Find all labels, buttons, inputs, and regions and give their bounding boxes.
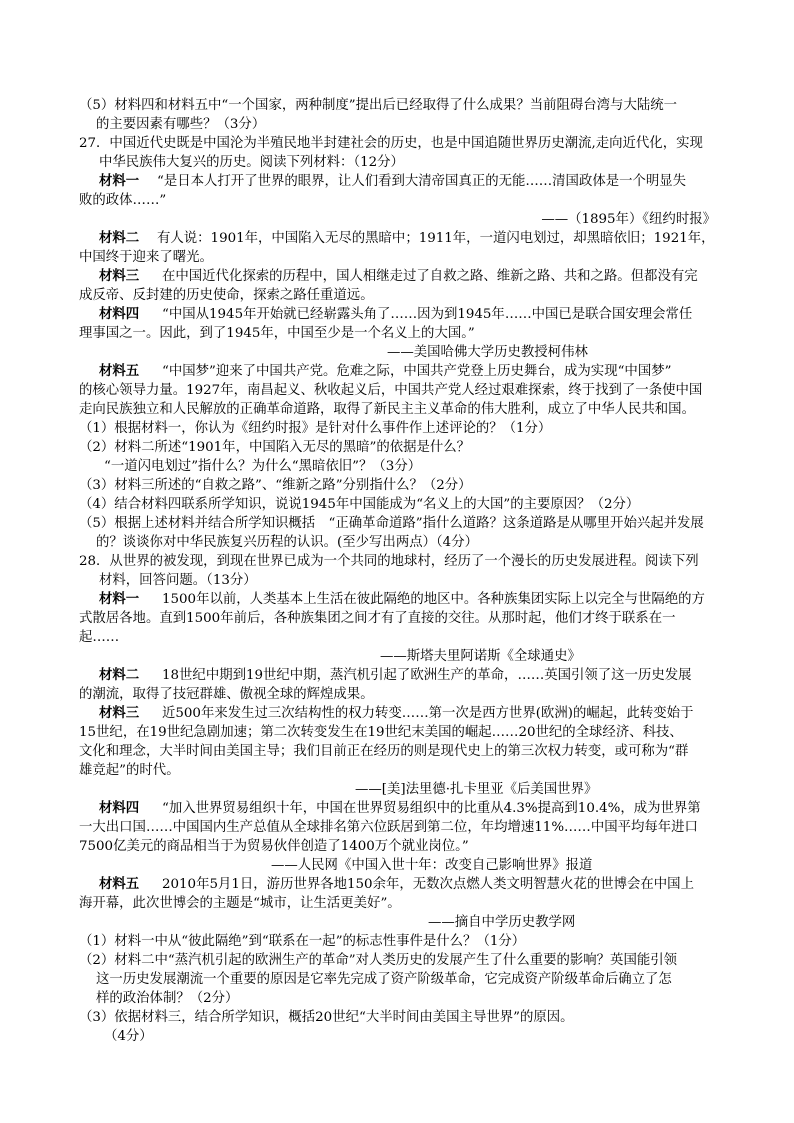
q28-material4-source: ——人民网《中国入世十年：改变自己影响世界》报道: [271, 858, 593, 873]
q27-question2-line1: （2）材料二所述“1901年，中国陷入无尽的黑暗”的依据是什么？: [79, 440, 471, 455]
q27-material1-label: 材料一: [99, 173, 140, 189]
q28-intro-line1: 28．从世界的被发现，到现在世界已成为一个共同的地球村，经历了一个漫长的历史发展进程。阅读下列: [79, 554, 699, 569]
q27-material1-line2: 败的政体……”: [79, 193, 167, 208]
q28-material3-line4: 雄竞起”的时代。: [79, 763, 180, 778]
q27-material3-line1: 在中国近代化探索的历程中，国人相继走过了自救之路、维新之路、共和之路。但都没有完: [162, 269, 698, 284]
q28-material1-source: ——斯塔夫里阿诺斯《全球通史》: [380, 649, 581, 664]
q27-intro-line1: 27．中国近代史既是中国沦为半殖民地半封建社会的历史，也是中国追随世界历史潮流,走向近代化，实现: [79, 136, 703, 151]
q27-question4: （4）结合材料四联系所学知识，说说1945年中国能成为“名义上的大国”的主要原因？（2分）: [79, 497, 640, 512]
q28-question2-line1: （2）材料二中“蒸汽机引起的欧洲生产的革命”对人类历史的发展产生了什么重要的影响？英国能引领: [79, 953, 678, 968]
q27-question3: （3）材料三所述的“自救之路”、“维新之路”分别指什么？（2分）: [79, 478, 472, 493]
q28-question3-line2: （4分）: [104, 1029, 153, 1044]
q28-material2-label: 材料二: [99, 667, 140, 683]
q28-material3-label: 材料三: [99, 705, 140, 721]
q28-material1-line2: 式散居各地。直到1500年前后，各种族集团之间才有了直接的交往。从那时起，他们才终于联系在一: [79, 611, 676, 626]
q27-material3-label: 材料三: [99, 268, 140, 284]
q27-material4-line2: 理事国之一。因此，到了1945年，中国至少是一个名义上的大国。”: [79, 326, 475, 341]
q27-material2-line2: 中国终于迎来了曙光。: [79, 250, 213, 265]
q27-material4-line1: “中国从1945年开始就已经崭露头角了……因为到1945年……中国已是联合国安理会常任: [162, 307, 693, 322]
q28-material5-label: 材料五: [99, 876, 140, 892]
q28-material1-line3: 起……: [79, 630, 120, 645]
q28-material3-source: ——[美]法里德·扎卡里亚《后美国世界》: [355, 782, 598, 797]
q27-material1-source: ——（1895年）《纽约时报》: [541, 212, 716, 227]
q28-question1: （1）材料一中从“彼此隔绝”到“联系在一起”的标志性事件是什么？（1分）: [79, 934, 526, 949]
q28-material4-line3: 7500亿美元的商品相当于为贸易伙伴创造了1400万个就业岗位。”: [79, 839, 469, 854]
q27-material5-line3: 走向民族独立和人民解放的正确革命道路，取得了新民主主义革命的伟大胜利，成立了中华人民共和国。: [79, 402, 695, 417]
q27-intro-line2: 中华民族伟大复兴的历史。阅读下列材料：（12分）: [99, 155, 404, 170]
q28-material5-line1: 2010年5月1日，游历世界各地150余年，无数次点燃人类文明智慧火花的世博会在中国上: [162, 877, 694, 892]
q27-material2-line1: 有人说：1901年，中国陷入无尽的黑暗中；1911年，一道闪电划过，却黑暗依旧；1921年，: [157, 231, 715, 246]
q28-material2-line1: 18世纪中期到19世纪中期，蒸汽机引起了欧洲生产的革命，……英国引领了这一历史发展: [162, 668, 692, 683]
q28-material3-line3: 文化和理念，大半时间由美国主导；我们目前正在经历的则是现代史上的第三次权力转变，或可称为“群: [79, 744, 689, 759]
q27-material1-line1: “是日本人打开了世界的眼界，让人们看到大清帝国真正的无能……清国政体是一个明显失: [157, 174, 687, 189]
q28-question2-line2: 这一历史发展潮流一个重要的原因是它率先完成了资产阶级革命，它完成资产阶级革命后确立了怎: [96, 972, 672, 987]
q27-question5-line2: 的？谈谈你对中华民族复兴历程的认识。(至少写出两点）（4分）: [96, 535, 478, 550]
q26-5-line1: （5）材料四和材料五中“一个国家，两种制度”提出后已经取得了什么成果？当前阻碍台湾与大陆统一: [79, 98, 678, 113]
q27-material3-line2: 成反帝、反封建的历史使命，探索之路任重道远。: [79, 288, 374, 303]
q27-question1: （1）根据材料一，你认为《纽约时报》是针对什么事件作上述评论的？（1分）: [79, 421, 552, 436]
q27-material5-line2: 的核心领导力量。1927年，南昌起义、秋收起义后，中国共产党人经过艰难探索，终于找到了一条使中国: [79, 383, 703, 398]
q28-material4-line2: 一大出口国……中国国内生产总值从全球排名第六位跃居到第二位，年均增速11%……中国平均每年进口: [79, 820, 698, 835]
q27-material4-label: 材料四: [99, 306, 140, 322]
q27-material2-label: 材料二: [99, 230, 140, 246]
q28-material4-label: 材料四: [99, 800, 140, 816]
q27-question2-line2: “一道闪电划过”指什么？为什么“黑暗依旧”？（3分）: [104, 459, 422, 474]
q28-question3-line1: （3）依据材料三，结合所学知识，概括20世纪“大半时间由美国主导世界”的原因。: [79, 1010, 574, 1025]
q27-material5-label: 材料五: [99, 363, 140, 379]
q28-question2-line3: 样的政治体制？（2分）: [96, 991, 239, 1006]
q28-material4-line1: “加入世界贸易组织十年，中国在世界贸易组织中的比重从4.3%提高到10.4%，成为世界第: [162, 801, 701, 816]
q28-material3-line1: 近500年来发生过三次结构性的权力转变……第一次是西方世界(欧洲)的崛起，此转变始于: [162, 706, 694, 721]
q27-question5-line1: （5）根据上述材料并结合所学知识概括 “正确革命道路”指什么道路？这条道路是从哪里开始兴起并发展: [79, 516, 704, 531]
q28-material1-label: 材料一: [99, 591, 140, 607]
q28-material1-line1: 1500年以前，人类基本上生活在彼此隔绝的地区中。各种族集团实际上以完全与世隔绝的方: [162, 592, 705, 607]
q28-material2-line2: 的潮流，取得了技冠群雄、傲视全球的辉煌成果。: [79, 687, 374, 702]
q27-material5-line1: “中国梦”迎来了中国共产党。危难之际，中国共产党登上历史舞台，成为实现“中国梦”: [162, 364, 672, 379]
q28-material5-line2: 海开幕，此次世博会的主题是“城市，让生活更美好”。: [79, 896, 401, 911]
q28-intro-line2: 材料，回答问题。（13分）: [99, 573, 257, 588]
q28-material3-line2: 15世纪，在19世纪急剧加速；第二次转变发生在19世纪末美国的崛起……20世纪的全球经济、科技、: [79, 725, 683, 740]
q28-material5-source: ——摘自中学历史教学网: [428, 915, 576, 930]
q27-material4-source: ——美国哈佛大学历史教授柯伟林: [387, 345, 588, 360]
q26-5-line2: 的主要因素有哪些？（3分）: [96, 117, 266, 132]
